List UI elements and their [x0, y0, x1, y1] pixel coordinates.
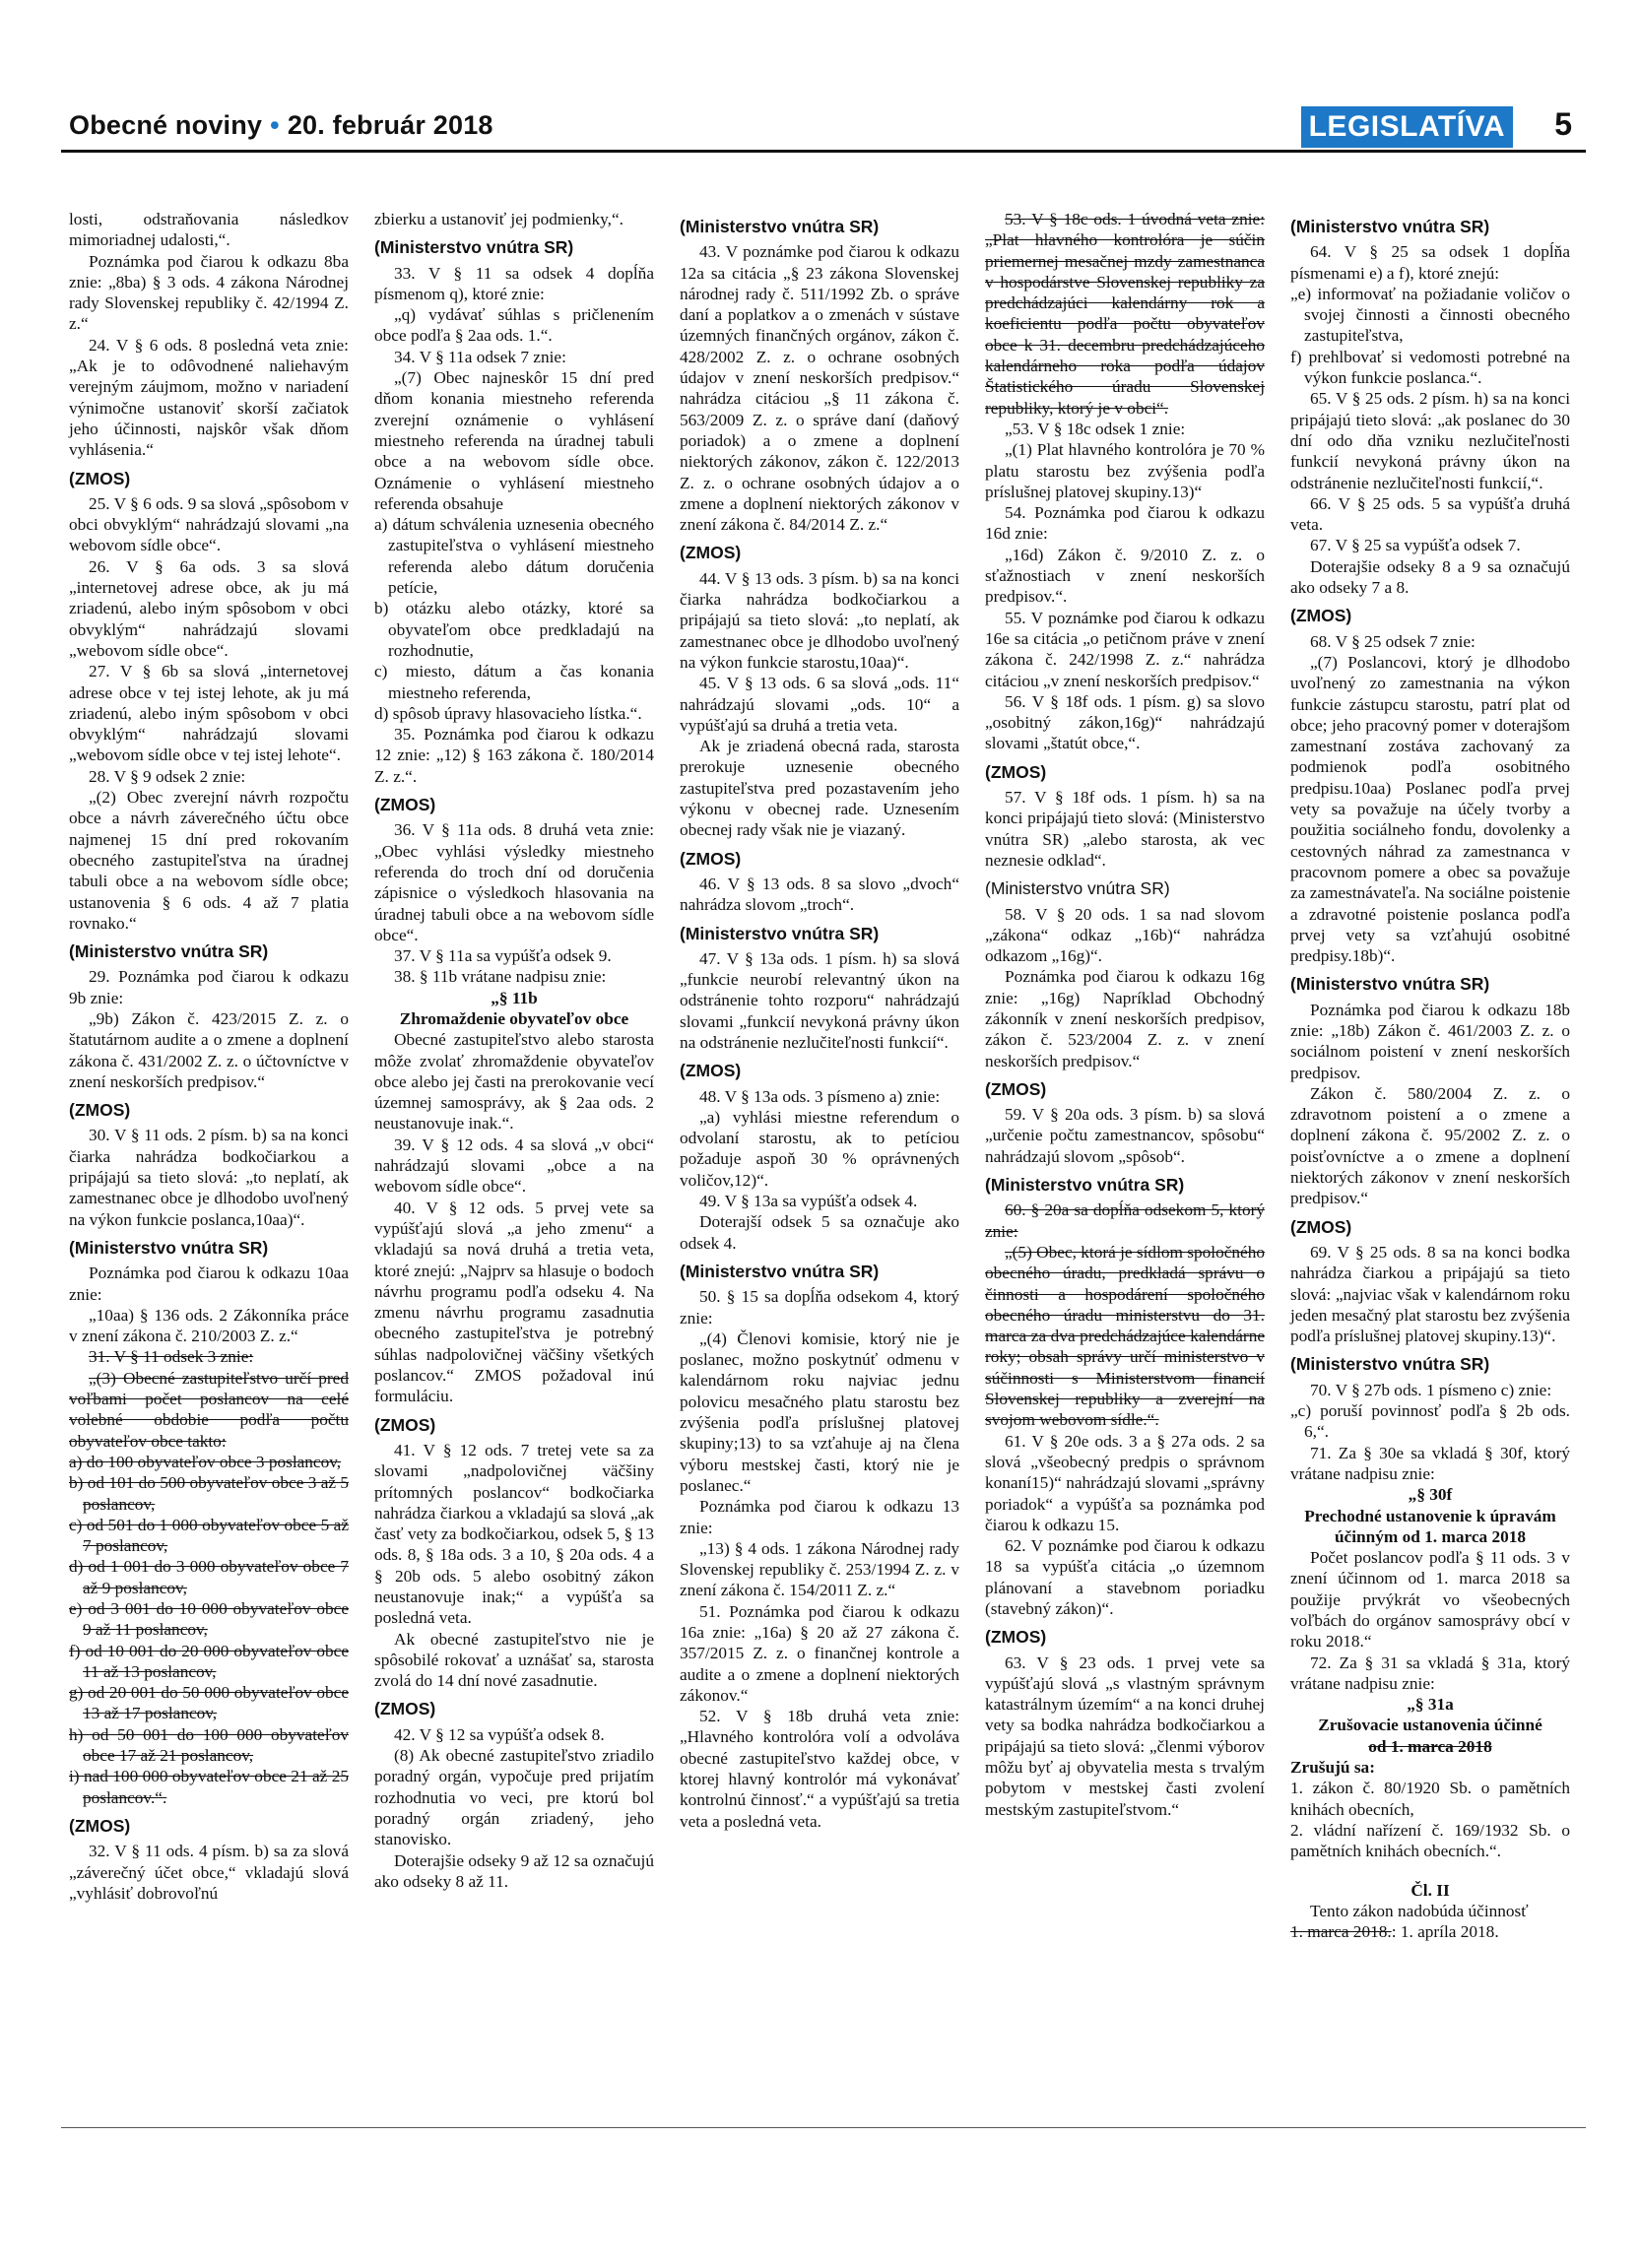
publication-name: Obecné noviny — [69, 110, 263, 140]
header-rule — [61, 150, 1586, 153]
paragraph: Ak obecné zastupiteľstvo nie je spôsobilé rokovať a uznášať sa, starosta zvolá do 14 dní nové zasadnutie. — [374, 1629, 654, 1691]
paragraph: 30. V § 11 ods. 2 písm. b) sa na konci čiarka nahrádza bodkočiarkou a pripájajú sa tieto slová: „to neplatí, ak zamestnanec obce je dlhodobo uvoľnený na výkon funkcie poslanca,10aa)“. — [69, 1126, 349, 1229]
subheading: (ZMOS) — [680, 848, 742, 869]
paragraph: „16d) Zákon č. 9/2010 Z. z. o sťažnostiach v znení neskorších predpisov.“. — [985, 545, 1265, 607]
section-heading: Čl. II — [1410, 1880, 1450, 1900]
paragraph: 40. V § 12 ods. 5 prvej vete sa vypúšťajú slová „a jeho zmenu“ a vkladajú sa nová druhá a tretia veta, ktoré znejú: „Najprv sa hlasuje o bodoch návrhu programu podľa odseku 4. Na zmenu návrhu programu zasadnutia obecného zastupiteľstva je potrebný súhlas nadpolovičnej väčšiny všetkých poslancov.“ ZMOS požadoval inú formuláciu. — [374, 1198, 654, 1406]
subheading: (ZMOS) — [69, 468, 131, 488]
deleted-text: 1. marca 2018. — [1290, 1922, 1392, 1942]
text-column-5 — [1290, 209, 1570, 1942]
paragraph: „(2) Obec zverejní návrh rozpočtu obce a návrh záverečného účtu obce najmenej 15 dní pred rokovaním obecného zastupiteľstva na úradnej tabuli obce a na webovom sídle obce; ustanovenia § 6 ods. 4 až 7 platia rovnako.“ — [69, 788, 349, 933]
paragraph: i) nad 100 000 obyvateľov obce 21 až 25 poslancov.“. — [69, 1767, 349, 1807]
paragraph: f) prehlbovať si vedomosti potrebné na výkon funkcie poslanca.“. — [1290, 347, 1570, 388]
text-column-1 — [69, 209, 349, 1904]
paragraph: b) od 101 do 500 obyvateľov obce 3 až 5 poslancov, — [69, 1473, 349, 1514]
paragraph: 35. Poznámka pod čiarou k odkazu 12 znie: „12) § 163 zákona č. 180/2014 Z. z.“. — [374, 725, 654, 786]
paragraph: „(1) Plat hlavného kontrolóra je 70 % platu starostu bez zvýšenia podľa príslušnej platovej skupiny.13)“ — [985, 440, 1265, 501]
subheading: (Ministerstvo vnútra SR) — [680, 923, 880, 943]
paragraph: „9b) Zákon č. 423/2015 Z. z. o štatutárnom audite a o zmene a doplnení zákona č. 431/2002 Z. z. o účtovníctve v znení neskorších predpisov.“ — [69, 1008, 349, 1091]
subheading: (Ministerstvo vnútra SR) — [985, 878, 1170, 899]
paragraph: 43. V poznámke pod čiarou k odkazu 12a sa citácia „§ 23 zákona Slovenskej národnej rady č. 511/1992 Zb. o správe daní a poplatkov a o zmenách v sústave územných finančných orgánov, zákon č. 428/2002 Z. z. o ochrane osobných údajov v znení neskorších predpisov.“ nahrádza citáciou „§ 11 zákona č. 563/2009 Z. z. o správe daní (daňový poriadok) a o zmene a doplnení niektorých zákonov, zákon č. 122/2013 Z. z. o ochrane osobných údajov a o zmene a doplnení niektorých zákonov v znení zákona č. 84/2014 Z. z.“ — [680, 242, 959, 535]
paragraph: a) do 100 obyvateľov obce 3 poslancov, — [69, 1452, 342, 1471]
paragraph: f) od 10 001 do 20 000 obyvateľov obce 11 až 13 poslancov, — [69, 1641, 349, 1681]
subheading: (ZMOS) — [69, 1815, 131, 1836]
paragraph: 71. Za § 30e sa vkladá § 30f, ktorý vrátane nadpisu znie: — [1290, 1443, 1570, 1483]
section-heading: „§ 30f — [1408, 1485, 1453, 1505]
paragraph: 38. § 11b vrátane nadpisu znie: — [394, 967, 607, 987]
subheading: (ZMOS) — [69, 1100, 131, 1121]
paragraph: 32. V § 11 ods. 4 písm. b) sa za slová „záverečný účet obce,“ vkladajú slová „vyhlásiť dobrovoľnú — [69, 1842, 349, 1903]
paragraph: d) od 1 001 do 3 000 obyvateľov obce 7 až 9 poslancov, — [69, 1557, 349, 1597]
paragraph: „c) poruší povinnosť podľa § 2b ods. 6,“. — [1290, 1401, 1570, 1442]
paragraph: 26. V § 6a ods. 3 sa slová „internetovej adrese obce, ak ju má zriadenú, alebo iným spôsobom v obci obvyklým“ nahrádzajú slovami „webovom sídle obce“. — [69, 556, 349, 660]
paragraph: 54. Poznámka pod čiarou k odkazu 16d znie: — [985, 503, 1265, 544]
paragraph: 29. Poznámka pod čiarou k odkazu 9b znie: — [69, 967, 349, 1007]
paragraph: „(3) Obecné zastupiteľstvo určí pred voľbami počet poslancov na celé volebné obdobie podľa počtu obyvateľov obce takto: — [69, 1368, 349, 1451]
paragraph: 60. § 20a sa dopĺňa odsekom 5, ktorý znie: — [985, 1200, 1265, 1241]
paragraph: „e) informovať na požiadanie voličov o svojej činnosti a činnosti obecného zastupiteľstva, — [1290, 284, 1570, 346]
paragraph: Zrušujú sa: — [1290, 1758, 1375, 1778]
paragraph: 51. Poznámka pod čiarou k odkazu 16a znie: „16a) § 20 až 27 zákona č. 357/2015 Z. z. o finančnej kontrole a audite a o zmene a doplnení niektorých zákonov.“ — [680, 1601, 959, 1705]
paragraph: Poznámka pod čiarou k odkazu 8ba znie: „8ba) § 3 ods. 4 zákona Národnej rady Slovenskej republiky č. 42/1994 Z. z.“ — [69, 251, 349, 334]
paragraph: Poznámka pod čiarou k odkazu 10aa znie: — [69, 1264, 349, 1304]
paragraph: c) miesto, dátum a čas konania miestneho referenda, — [374, 662, 654, 702]
paragraph: 46. V § 13 ods. 8 sa slovo „dvoch“ nahrádza slovom „troch“. — [680, 874, 959, 915]
paragraph: h) od 50 001 do 100 000 obyvateľov obce 17 až 21 poslancov, — [69, 1724, 349, 1766]
subheading: (ZMOS) — [374, 1414, 436, 1435]
page-number: 5 — [1554, 106, 1572, 142]
paragraph: zbierku a ustanoviť jej podmienky,“. — [374, 210, 623, 228]
section-heading: Zhromaždenie obyvateľov obce — [399, 1008, 629, 1028]
subheading: (ZMOS) — [374, 795, 436, 815]
paragraph: 50. § 15 sa dopĺňa odsekom 4, ktorý znie: — [680, 1287, 959, 1328]
paragraph: „13) § 4 ods. 1 zákona Národnej rady Slovenskej republiky č. 253/1994 Z. z. v znení zákona č. 154/2011 Z. z.“ — [680, 1538, 959, 1600]
subheading: (Ministerstvo vnútra SR) — [1290, 1354, 1490, 1375]
paragraph: 56. V § 18f ods. 1 písm. g) sa slovo „osobitný zákon,16g)“ nahrádzajú slovami „štatút obce,“. — [985, 691, 1265, 753]
paragraph: 49. V § 13a sa vypúšťa odsek 4. — [699, 1192, 918, 1211]
paragraph: „10aa) § 136 ods. 2 Zákonníka práce v znení zákona č. 210/2003 Z. z.“ — [69, 1305, 349, 1346]
subheading: (Ministerstvo vnútra SR) — [680, 1261, 880, 1281]
paragraph: Obecné zastupiteľstvo alebo starosta môže zvolať zhromaždenie obyvateľov obce alebo jej časti na prerokovanie vecí územnej samosprávy, ak § 2aa ods. 2 neustanovuje inak.“. — [374, 1030, 654, 1134]
paragraph: 69. V § 25 ods. 8 sa na konci bodka nahrádza čiarkou a pripájajú sa tieto slová: „najviac však v kalendárnom roku jeden mesačný plat starostu bez zvýšenia podľa príslušnej platovej skupiny.13)“. — [1290, 1242, 1570, 1346]
masthead — [69, 110, 493, 141]
paragraph: (8) Ak obecné zastupiteľstvo zriadilo poradný orgán, vypočuje pred prijatím rozhodnutia vo veci, pre ktorú bol poradný orgán zriadený, jeho stanovisko. — [374, 1746, 654, 1849]
paragraph: 33. V § 11 sa odsek 4 dopĺňa písmenom q), ktoré znie: — [374, 263, 654, 303]
paragraph: 36. V § 11a ods. 8 druhá veta znie: „Obec vyhlási výsledky miestneho referenda do troch dní od doručenia zápisnice o výsledkoch hlasovania na úradnej tabuli obce a na webovom sídle obce“. — [374, 820, 654, 944]
paragraph: „a) vyhlási miestne referendum o odvolaní starostu, ak to petíciou požaduje aspoň 30 % oprávnených voličov,12)“. — [680, 1107, 959, 1190]
paragraph: Poznámka pod čiarou k odkazu 18b znie: „18b) Zákon č. 461/2003 Z. z. o sociálnom poistení v znení neskorších predpisov. — [1290, 1000, 1570, 1082]
paragraph: Tento zákon nadobúda účinnosť — [1310, 1901, 1529, 1920]
text-column-3 — [680, 209, 959, 1832]
issue-date: 20. február 2018 — [287, 110, 493, 140]
text-column-4 — [985, 209, 1265, 1820]
subheading: (ZMOS) — [374, 1699, 436, 1719]
paragraph: 57. V § 18f ods. 1 písm. h) sa na konci pripájajú tieto slová: (Ministerstvo vnútra SR) „alebo starosta, ak vec neznesie odklad“. — [985, 788, 1265, 870]
subheading: (ZMOS) — [985, 1627, 1047, 1648]
subheading: (ZMOS) — [1290, 1216, 1352, 1237]
paragraph: Doterajší odsek 5 sa označuje ako odsek 4. — [680, 1212, 959, 1253]
paragraph: Ak je zriadená obecná rada, starosta prerokuje uznesenie obecného zastupiteľstva pred pozastavením jeho výkonu v obecnej rade. Uznesením obecnej rady však nie je viazaný. — [680, 737, 959, 840]
paragraph: Doterajšie odseky 8 a 9 sa označujú ako odseky 7 a 8. — [1290, 556, 1570, 598]
paragraph: losti, odstraňovania následkov mimoriadnej udalosti,“. — [69, 210, 349, 250]
paragraph: 68. V § 25 odsek 7 znie: — [1310, 631, 1476, 651]
paragraph: „(5) Obec, ktorá je sídlom spoločného obecného úradu, predkladá správu o činnosti a hospodárení spoločného obecného úradu ministerstvu do 31. marca za dva predchádzajúce kalendárne roky; obsah správy určí ministerstvo v súčinnosti s Ministerstvom financií Slovenskej republiky a zverejní na svojom webovom sídle.“. — [985, 1242, 1265, 1430]
paragraph: 61. V § 20e ods. 3 a § 27a ods. 2 sa slová „všeobecný predpis o správnom konaní15)“ nahrádzajú slovami „správny poriadok“ a vypúšťa sa poznámka pod čiarou k odkazu 15. — [985, 1431, 1265, 1534]
paragraph: c) od 501 do 1 000 obyvateľov obce 5 až 7 poslancov, — [69, 1515, 349, 1556]
paragraph: „q) vydávať súhlas s pričlenením obce podľa § 2aa ods. 1.“. — [374, 305, 654, 346]
subheading: (ZMOS) — [985, 1078, 1047, 1099]
paragraph: g) od 20 001 do 50 000 obyvateľov obce 13 až 17 poslancov, — [69, 1683, 349, 1723]
paragraph: 58. V § 20 ods. 1 sa nad slovom „zákona“ odkaz „16b)“ nahrádza odkazom „16g)“. — [985, 904, 1265, 966]
paragraph: 34. V § 11a odsek 7 znie: — [394, 347, 566, 366]
section-label: LEGISLATÍVA — [1301, 106, 1513, 148]
paragraph: 48. V § 13a ods. 3 písmeno a) znie: — [699, 1086, 941, 1106]
paragraph: 27. V § 6b sa slová „internetovej adrese obce v tej istej lehote, ak ju má zriadenú, alebo iným spôsobom v obci obvyklým“ nahrádzajú slovami „webovom sídle obce v tej istej lehote“. — [69, 662, 349, 765]
paragraph: 63. V § 23 ods. 1 prvej vete sa vypúšťajú slová „s vlastným správnym katastrálnym územím“ a na konci druhej vety sa bodka nahrádza bodkočiarkou a pripájajú sa tieto slová: „členmi výborov môžu byť aj obyvatelia mesta s trvalým pobytom v mestskej časti zvolení mestským zastupiteľstvom.“ — [985, 1652, 1265, 1819]
paragraph: 25. V § 6 ods. 9 sa slová „spôsobom v obci obvyklým“ nahrádzajú slovami „na webovom sídle obce“. — [69, 493, 349, 555]
paragraph: 31. V § 11 odsek 3 znie: — [89, 1347, 254, 1367]
paragraph: 65. V § 25 ods. 2 písm. h) sa na konci pripájajú tieto slová: „ak poslanec do 30 dní odo dňa vzniku nezlučiteľnosti funkcií nevykoná právny úkon na odstránenie nezlučiteľnosti funkcií,“. — [1290, 389, 1570, 492]
paragraph: b) otázku alebo otázky, ktoré sa obyvateľom obce predkladajú na rozhodnutie, — [374, 599, 654, 660]
paragraph: 70. V § 27b ods. 1 písmeno c) znie: — [1310, 1380, 1552, 1399]
subheading: (Ministerstvo vnútra SR) — [1290, 217, 1490, 236]
paragraph: d) spôsob úpravy hlasovacieho lístka.“. — [374, 703, 642, 723]
page-header — [61, 106, 1586, 152]
paragraph: „(7) Obec najneskôr 15 dní pred dňom konania miestneho referenda zverejní oznámenie o vyhlásení miestneho referenda na úradnej tabuli obce a na webovom sídle obce. Oznámenie o vyhlásení miestneho referenda obsahuje — [374, 368, 654, 513]
subheading: (Ministerstvo vnútra SR) — [374, 237, 574, 258]
section-heading: „§ 31a — [1407, 1695, 1454, 1715]
paragraph: Počet poslancov podľa § 11 ods. 3 v znení účinnom od 1. marca 2018 sa použije prvýkrát vo všeobecných voľbách do orgánov samosprávy obcí v roku 2018.“ — [1290, 1548, 1570, 1652]
subheading: (Ministerstvo vnútra SR) — [680, 217, 880, 236]
paragraph: 24. V § 6 ods. 8 posledná veta znie: „Ak je to odôvodnené naliehavým verejným záujmom, možno v nariadení výnimočne ustanoviť skorší začiatok jeho účinnosti, najskôr však dňom vyhlásenia.“ — [69, 335, 349, 460]
section-heading: „§ 11b — [491, 988, 538, 1007]
paragraph: „53. V § 18c odsek 1 znie: — [1005, 419, 1186, 438]
paragraph: 47. V § 13a ods. 1 písm. h) sa slová „funkcie neurobí relevantný úkon na odstránenie tohto rozporu“ nahrádzajú slovami „funkcií nevykoná právny úkon na odstránenie nezlučiteľnosti funkcií“. — [680, 948, 959, 1052]
section-heading: Zrušovacie ustanovenia účinné — [1318, 1716, 1542, 1735]
paragraph: 67. V § 25 sa vypúšťa odsek 7. — [1310, 536, 1521, 555]
paragraph: 62. V poznámke pod čiarou k odkazu 18 sa vypúšťa citácia „o územnom plánovaní a stavebnom poriadku (stavebný zákon)“. — [985, 1536, 1265, 1618]
paragraph: Poznámka pod čiarou k odkazu 16g znie: „16g) Napríklad Obchodný zákonník v znení neskorších predpisov, zákon č. 523/2004 Z. z. v znení neskorších predpisov.“ — [985, 967, 1265, 1070]
subheading: (ZMOS) — [680, 543, 742, 563]
paragraph: 37. V § 11a sa vypúšťa odsek 9. — [394, 946, 612, 966]
subheading: (ZMOS) — [1290, 606, 1352, 626]
inserted-text: : 1. apríla 2018. — [1391, 1922, 1499, 1942]
subheading: (Ministerstvo vnútra SR) — [69, 1237, 269, 1258]
text-column-2 — [374, 209, 654, 1892]
subheading: (Ministerstvo vnútra SR) — [1290, 974, 1490, 995]
paragraph: 42. V § 12 sa vypúšťa odsek 8. — [394, 1724, 605, 1744]
subheading: (ZMOS) — [680, 1061, 742, 1081]
paragraph: Doterajšie odseky 9 až 12 sa označujú ako odseky 8 až 11. — [374, 1850, 654, 1891]
paragraph: „(4) Členovi komisie, ktorý nie je poslanec, možno poskytnúť odmenu v kalendárnom roku najviac jednu polovicu mesačného platu starostu bez zvýšenia podľa príslušnej platovej skupiny;13) to sa vzťahuje aj na člena výboru mestskej časti, ktorý nie je poslanec.“ — [680, 1328, 959, 1495]
paragraph: 45. V § 13 ods. 6 sa slová „ods. 11“ nahrádzajú slovami „ods. 10“ a vypúšťajú sa druhá a tretia veta. — [680, 674, 959, 735]
paragraph: 28. V § 9 odsek 2 znie: — [89, 766, 246, 786]
paragraph: 59. V § 20a ods. 3 písm. b) sa slová „určenie počtu zamestnancov, spôsobu“ nahrádzajú slovom „spôsob“. — [985, 1105, 1265, 1166]
subheading: (Ministerstvo vnútra SR) — [69, 941, 269, 962]
paragraph — [1290, 1921, 1570, 1942]
paragraph: 72. Za § 31 sa vkladá § 31a, ktorý vrátane nadpisu znie: — [1290, 1652, 1570, 1693]
paragraph: 41. V § 12 ods. 7 tretej vete sa za slovami „nadpolovičnej väčšiny prítomných poslancov“ bodkočiarka nahrádza čiarkou a vkladajú sa slová „ak časť vety za bodkočiarkou, odsek 5, § 13 ods. 8, § 18a ods. 3 a 10, § 20a ods. 4 a § 20b ods. 5 alebo osobitný zákon neustanovuje inak;“ a vypúšťa sa posledná veta. — [374, 1440, 654, 1628]
paragraph: 52. V § 18b druhá veta znie: „Hlavného kontrolóra volí a odvoláva obecné zastupiteľstvo každej obce, v ktorej hlavný kontrolór má vykonávať kontrolnú činnosť.“ a vypúšťajú sa tretia veta a posledná veta. — [680, 1707, 959, 1831]
subheading: (Ministerstvo vnútra SR) — [985, 1175, 1185, 1196]
paragraph: Poznámka pod čiarou k odkazu 13 znie: — [680, 1497, 959, 1537]
paragraph: 55. V poznámke pod čiarou k odkazu 16e sa citácia „o petičnom práve v znení zákona č. 242/1998 Z. z.“ nahrádza citáciou „v znení neskorších predpisov.“ — [985, 608, 1265, 690]
paragraph: 66. V § 25 ods. 5 sa vypúšťa druhá veta. — [1290, 493, 1570, 535]
footer-rule — [61, 2127, 1586, 2128]
subheading: (ZMOS) — [985, 761, 1047, 782]
paragraph: a) dátum schválenia uznesenia obecného zastupiteľstva o vyhlásení miestneho referenda alebo dátum doručenia petície, — [374, 515, 654, 598]
paragraph: 2. vládní nařízení č. 169/1932 Sb. o pamětních knihách obecních.“. — [1290, 1820, 1570, 1861]
section-heading: Prechodné ustanovenie k úpravám účinným od 1. marca 2018 — [1304, 1506, 1556, 1546]
paragraph: 64. V § 25 sa odsek 1 dopĺňa písmenami e) a f), ktoré znejú: — [1290, 242, 1570, 283]
section-heading: od 1. marca 2018 — [1368, 1736, 1492, 1756]
paragraph: Zákon č. 580/2004 Z. z. o zdravotnom poistení a o zmene a doplnení zákona č. 95/2002 Z. z. o poisťovníctve a o zmene a doplnení niektorých zákonov v znení neskorších predpisov.“ — [1290, 1083, 1570, 1208]
paragraph: „(7) Poslancovi, ktorý je dlhodobo uvoľnený zo zamestnania na výkon funkcie zástupcu starostu, patrí plat od obce; jeho pracovný pomer v doterajšom zamestnaní zostáva zachovaný za podmienok podľa osobitného predpisu.10aa) Poslanec podľa prvej vety sa považuje na účely tvorby a použitia sociálneho fondu, dovolenky a cestovných náhrad za zamestnanca v pracovnom pomere a obec sa považuje za zamestnávateľa. Na sociálne poistenie a zdravotné poistenie poslanca podľa prvej vety sa vzťahujú osobitné predpisy.18b)“. — [1290, 652, 1570, 966]
paragraph: 39. V § 12 ods. 4 sa slová „v obci“ nahrádzajú slovami „obce a na webovom sídle obce“. — [374, 1134, 654, 1197]
paragraph: 53. V § 18c ods. 1 úvodná veta znie: „Plat hlavného kontrolóra je súčin priemernej mesačnej mzdy zamestnanca v hospodárstve Slovenskej republiky za predchádzajúci kalendárny rok a koeficientu podľa počtu obyvateľov obce k 31. decembru predchádzajúceho kalendárneho roka podľa údajov Štatistického úradu Slovenskej republiky, ktorý je v obci“. — [985, 210, 1265, 418]
paragraph: 44. V § 13 ods. 3 písm. b) sa na konci čiarka nahrádza bodkočiarkou a pripájajú sa tieto slová: „to neplatí, ak zamestnanec obce je dlhodobo uvoľnený na výkon funkcie starostu,10aa)“. — [680, 568, 959, 672]
paragraph: e) od 3 001 do 10 000 obyvateľov obce 9 až 11 poslancov, — [69, 1599, 349, 1640]
header-separator: • — [270, 110, 280, 140]
paragraph: 1. zákon č. 80/1920 Sb. o pamětních knihách obecních, — [1290, 1779, 1570, 1819]
